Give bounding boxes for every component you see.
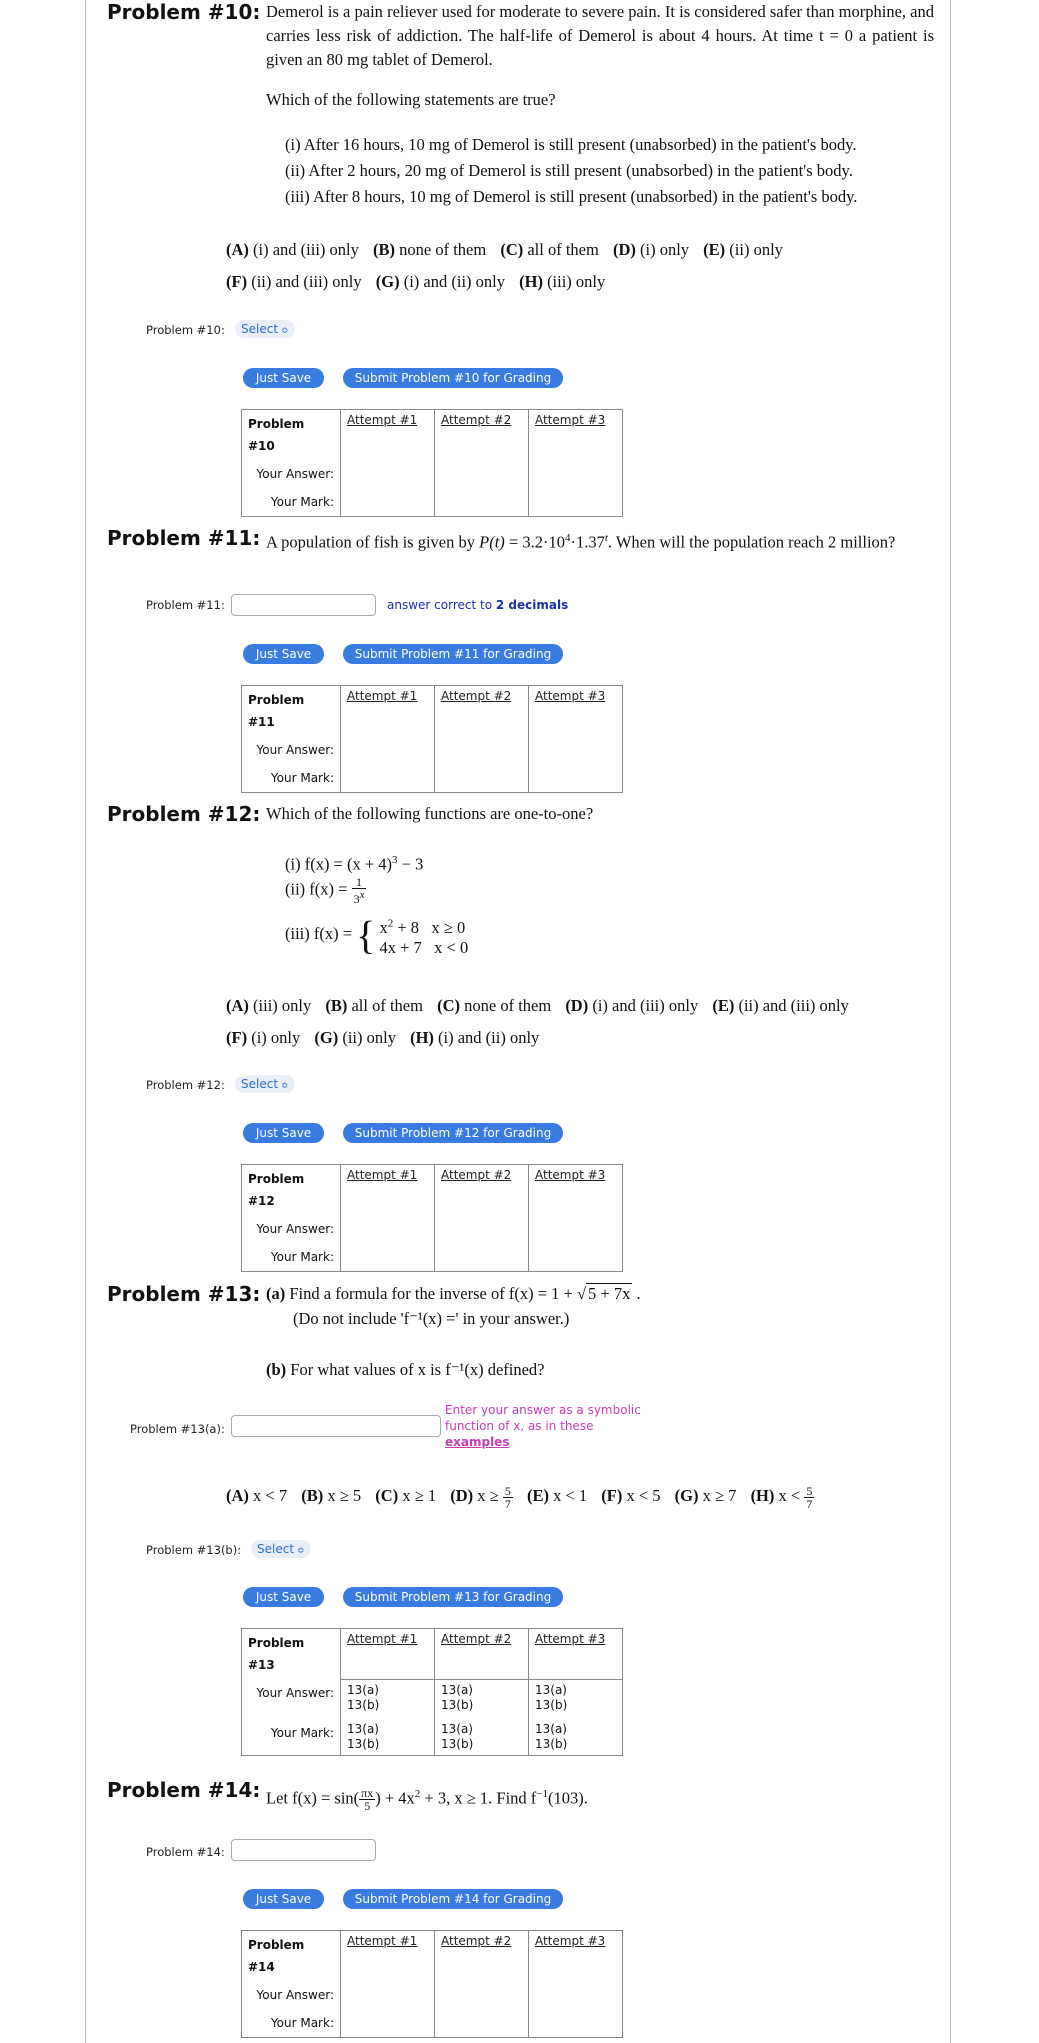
problem-10-just-save-button[interactable]: Just Save [243, 368, 324, 388]
problem-13b-answer-label: Problem #13(b): [146, 1543, 242, 1557]
attempt-3-link[interactable]: Attempt #3 [535, 689, 606, 703]
problem-10-attempts-table: Problem #10 Attempt #1 Attempt #2 Attempt #3 Your Answer: Your Mark: [241, 409, 623, 517]
attempt-2-link[interactable]: Attempt #2 [441, 1168, 512, 1182]
problem-13-title: Problem #13: [107, 1282, 261, 1306]
problem-11-title: Problem #11: [107, 526, 261, 550]
problem-12-choices-row1: (A) (iii) only (B) all of them (C) none of them (D) (i) and (iii) only (E) (ii) and (iii) only [226, 996, 849, 1015]
problem-12-select[interactable]: Select ≎ [235, 1075, 295, 1093]
problem-12-title: Problem #12: [107, 802, 261, 826]
attempt-3-link[interactable]: Attempt #3 [535, 1934, 606, 1948]
problem-14-just-save-button[interactable]: Just Save [243, 1889, 324, 1909]
problem-10-statement-3: (iii) After 8 hours, 10 mg of Demerol is still present (unabsorbed) in the patient's body. [285, 187, 858, 206]
problem-14-answer-label: Problem #14: [146, 1845, 225, 1859]
examples-link[interactable]: examples [445, 1435, 510, 1449]
problem-13-note: (Do not include 'f⁻¹(x) =' in your answer.) [293, 1309, 570, 1328]
problem-13-just-save-button[interactable]: Just Save [243, 1587, 324, 1607]
chevron-updown-icon: ≎ [281, 1081, 289, 1091]
problem-14-attempts-table: Problem #14 Attempt #1 Attempt #2 Attempt #3 Your Answer: Your Mark: [241, 1930, 623, 2038]
problem-10-choices-row1: (A) (i) and (iii) only (B) none of them (C) all of them (D) (i) only (E) (ii) only [226, 240, 783, 259]
problem-12-function-3: (iii) f(x) = { $x^2 + 8$ x ≥ 0 4x + 7 x < 0 [285, 912, 469, 958]
attempt-1-link[interactable]: Attempt #1 [347, 1934, 418, 1948]
problem-10-question: Which of the following statements are true? [266, 90, 556, 109]
problem-14-text: Let f(x) = sin( $\frac{\pi x}{5}$ ) + $4x^2 + 3$, x ≥ 1. Find $f^{-1}(103)$. [266, 1786, 588, 1814]
problem-12-answer-label: Problem #12: [146, 1078, 225, 1092]
attempt-2-link[interactable]: Attempt #2 [441, 413, 512, 427]
problem-10-submit-button[interactable]: Submit Problem #10 for Grading [343, 368, 563, 388]
problem-10-title: Problem #10: [107, 0, 261, 24]
problem-13-choices: (A) x < 7 (B) x ≥ 5 (C) x ≥ 1 (D) x ≥ $\frac{5}{7}$ (E) x < 1 (F) x < 5 (G) x ≥ 7 (H) x < $\frac{5}{7}$ [226, 1483, 813, 1511]
problem-14-title: Problem #14: [107, 1778, 261, 1802]
problem-10-answer-label: Problem #10: [146, 323, 225, 337]
problem-10-select[interactable]: Select ≎ [235, 320, 295, 338]
problem-10-statement-1: (i) After 16 hours, 10 mg of Demerol is still present (unabsorbed) in the patient's body. [285, 135, 857, 154]
attempt-1-link[interactable]: Attempt #1 [347, 1168, 418, 1182]
attempt-3-link[interactable]: Attempt #3 [535, 413, 606, 427]
problem-10-text: Demerol is a pain reliever used for moderate to severe pain. It is considered safer than morphine, and carries less risk of addiction. The half-life of Demerol is about 4 hours. At time t = 0 a patient is given an 80 mg tablet of Demerol. [266, 2, 934, 69]
problem-13-submit-button[interactable]: Submit Problem #13 for Grading [343, 1587, 563, 1607]
attempt-3-link[interactable]: Attempt #3 [535, 1632, 606, 1646]
problem-11-hint: answer correct to 2 decimals [387, 598, 569, 612]
problem-12-function-1: (i) $f(x) = (x + 4)^3 - 3$ [285, 854, 424, 874]
problem-13b-select[interactable]: Select ≎ [251, 1540, 311, 1558]
attempt-3-link[interactable]: Attempt #3 [535, 1168, 606, 1182]
problem-12-choices-row2: (F) (i) only (G) (ii) only (H) (i) and (ii) only [226, 1028, 540, 1047]
chevron-updown-icon: ≎ [281, 326, 289, 336]
attempt-1-link[interactable]: Attempt #1 [347, 413, 418, 427]
problem-10-statement-2: (ii) After 2 hours, 20 mg of Demerol is still present (unabsorbed) in the patient's body. [285, 161, 853, 180]
problem-14-answer-input[interactable] [231, 1839, 376, 1861]
attempt-2-link[interactable]: Attempt #2 [441, 1632, 512, 1646]
chevron-updown-icon: ≎ [297, 1546, 305, 1556]
problem-13-part-b: (b) For what values of x is f⁻¹(x) defined? [266, 1360, 545, 1379]
problem-11-just-save-button[interactable]: Just Save [243, 644, 324, 664]
attempt-1-link[interactable]: Attempt #1 [347, 1632, 418, 1646]
problem-11-answer-label: Problem #11: [146, 598, 225, 612]
problem-12-just-save-button[interactable]: Just Save [243, 1123, 324, 1143]
problem-12-submit-button[interactable]: Submit Problem #12 for Grading [343, 1123, 563, 1143]
problem-11-text: A population of fish is given by $P(t) = 3.2\cdot 10^4\cdot 1.37^t$. When will the population reach 2 million? [266, 532, 896, 552]
attempt-1-link[interactable]: Attempt #1 [347, 689, 418, 703]
problem-13a-answer-label: Problem #13(a): [130, 1422, 225, 1436]
problem-12-question: Which of the following functions are one-to-one? [266, 804, 594, 823]
problem-14-submit-button[interactable]: Submit Problem #14 for Grading [343, 1889, 563, 1909]
problem-11-answer-input[interactable] [231, 594, 376, 616]
attempt-2-link[interactable]: Attempt #2 [441, 689, 512, 703]
problem-12-function-2: (ii) f(x) = $\frac{1}{3^x}$ [285, 875, 365, 906]
problem-10-choices-row2: (F) (ii) and (iii) only (G) (i) and (ii) only (H) (iii) only [226, 272, 606, 291]
problem-13-part-a: (a) Find a formula for the inverse of f(x) = 1 + √ 5 + 7x . [266, 1284, 641, 1303]
problem-11-attempts-table: Problem #11 Attempt #1 Attempt #2 Attempt #3 Your Answer: Your Mark: [241, 685, 623, 793]
problem-13-attempts-table: Problem #13 Attempt #1 Attempt #2 Attempt #3 Your Answer: 13(a) 13(b) 13(a) 13(b) 13(a) 13(b) Your Mark: 13(a) 13(b) 13(a) 13(b) 13(a) 13(b) [241, 1628, 623, 1756]
problem-13a-answer-input[interactable] [231, 1415, 441, 1437]
problem-12-attempts-table: Problem #12 Attempt #1 Attempt #2 Attempt #3 Your Answer: Your Mark: [241, 1164, 623, 1272]
problem-11-submit-button[interactable]: Submit Problem #11 for Grading [343, 644, 563, 664]
problem-13a-hint: Enter your answer as a symbolic function of x, as in these examples [445, 1403, 641, 1449]
attempt-2-link[interactable]: Attempt #2 [441, 1934, 512, 1948]
